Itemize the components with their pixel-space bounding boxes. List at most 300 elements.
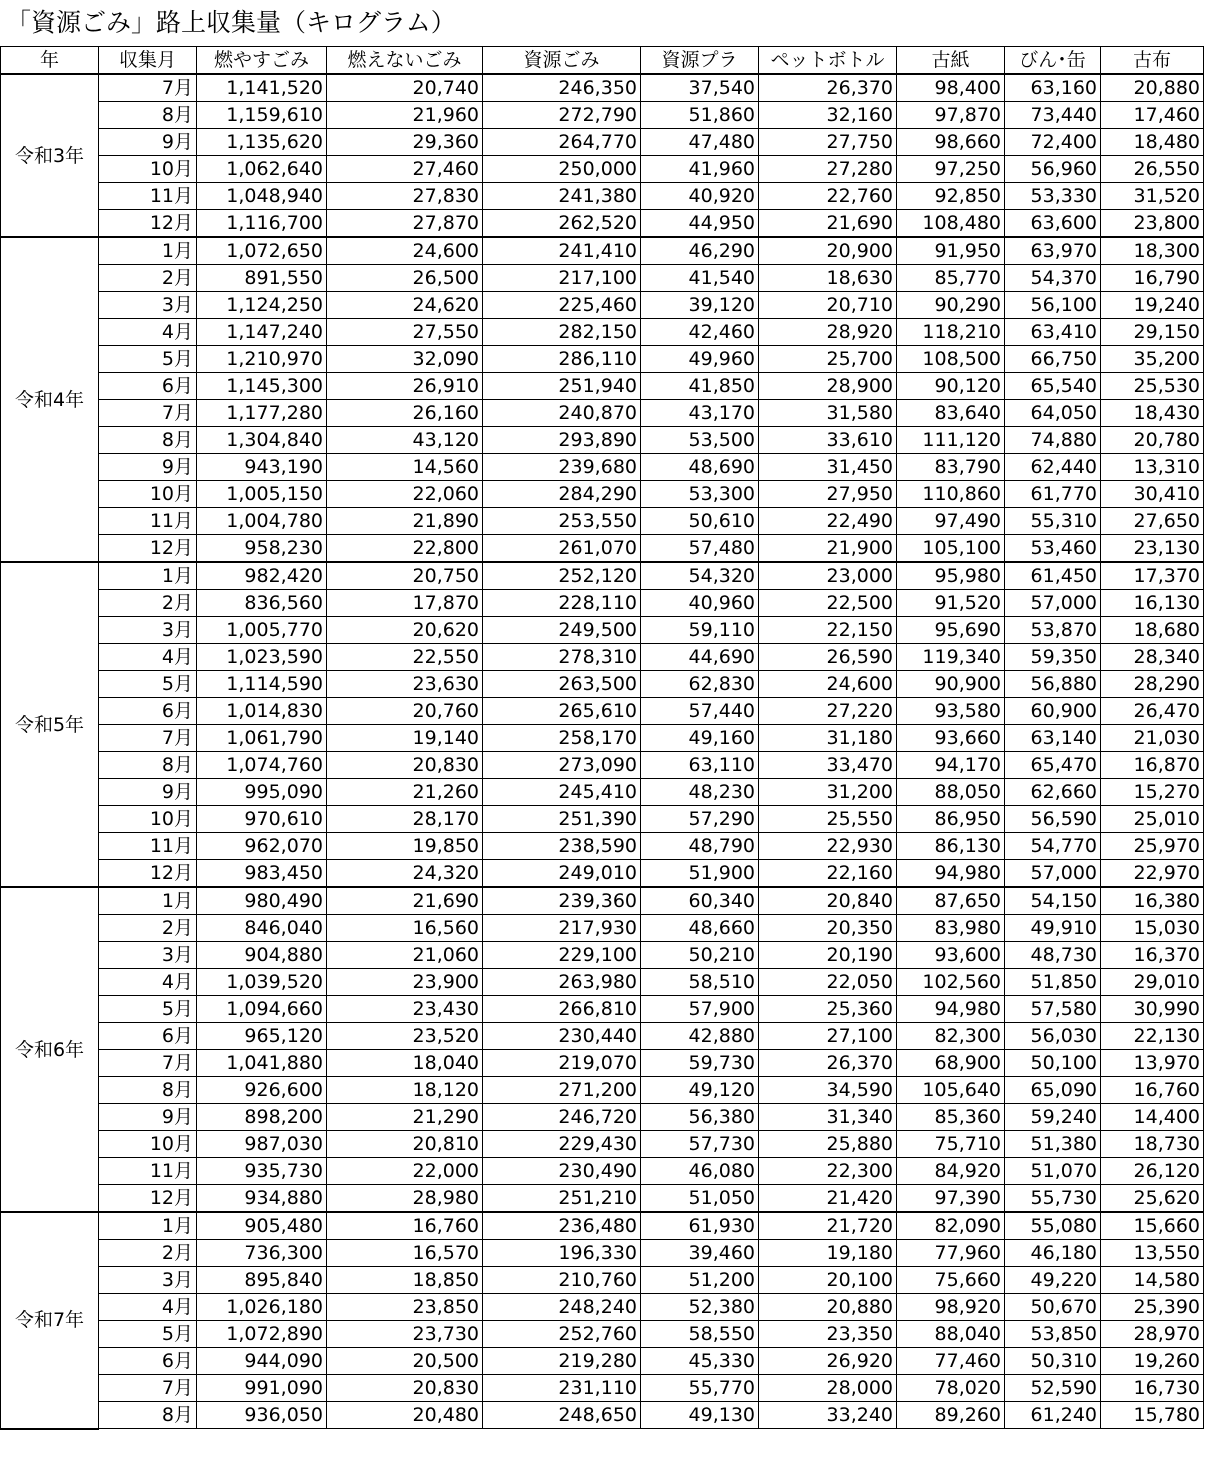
table-row — [1, 562, 1204, 590]
value-cell: 20,620 — [327, 617, 483, 644]
value-cell: 72,400 — [1005, 129, 1101, 156]
header-paper: 古紙 — [897, 47, 1005, 75]
table-row — [1, 969, 1204, 996]
value-cell: 26,920 — [759, 1348, 897, 1375]
value-cell: 19,850 — [327, 833, 483, 860]
value-cell: 52,380 — [641, 1294, 759, 1321]
table-row — [1, 996, 1204, 1023]
value-cell: 261,070 — [483, 535, 641, 563]
month-cell: 3月 — [99, 942, 197, 969]
value-cell: 1,041,880 — [197, 1050, 327, 1077]
value-cell: 28,970 — [1101, 1321, 1204, 1348]
month-cell: 12月 — [99, 1185, 197, 1213]
value-cell: 1,014,830 — [197, 698, 327, 725]
value-cell: 48,690 — [641, 454, 759, 481]
value-cell: 85,770 — [897, 265, 1005, 292]
value-cell: 1,135,620 — [197, 129, 327, 156]
value-cell: 63,110 — [641, 752, 759, 779]
table-row — [1, 1023, 1204, 1050]
value-cell: 19,260 — [1101, 1348, 1204, 1375]
value-cell: 282,150 — [483, 319, 641, 346]
value-cell: 24,600 — [327, 237, 483, 265]
value-cell: 28,290 — [1101, 671, 1204, 698]
value-cell: 51,070 — [1005, 1158, 1101, 1185]
value-cell: 284,290 — [483, 481, 641, 508]
year-cell: 令和3年 — [1, 74, 99, 237]
value-cell: 935,730 — [197, 1158, 327, 1185]
value-cell: 24,600 — [759, 671, 897, 698]
value-cell: 23,630 — [327, 671, 483, 698]
value-cell: 16,370 — [1101, 942, 1204, 969]
value-cell: 43,170 — [641, 400, 759, 427]
month-cell: 1月 — [99, 1212, 197, 1240]
value-cell: 46,080 — [641, 1158, 759, 1185]
value-cell: 936,050 — [197, 1402, 327, 1429]
value-cell: 82,300 — [897, 1023, 1005, 1050]
value-cell: 88,050 — [897, 779, 1005, 806]
table-row — [1, 373, 1204, 400]
value-cell: 20,740 — [327, 74, 483, 102]
table-row — [1, 535, 1204, 563]
month-cell: 12月 — [99, 210, 197, 238]
value-cell: 74,880 — [1005, 427, 1101, 454]
value-cell: 59,730 — [641, 1050, 759, 1077]
month-cell: 3月 — [99, 1267, 197, 1294]
value-cell: 934,880 — [197, 1185, 327, 1213]
value-cell: 90,900 — [897, 671, 1005, 698]
value-cell: 110,860 — [897, 481, 1005, 508]
value-cell: 97,390 — [897, 1185, 1005, 1213]
month-cell: 8月 — [99, 102, 197, 129]
value-cell: 1,145,300 — [197, 373, 327, 400]
value-cell: 28,980 — [327, 1185, 483, 1213]
value-cell: 53,300 — [641, 481, 759, 508]
value-cell: 1,062,640 — [197, 156, 327, 183]
value-cell: 15,030 — [1101, 915, 1204, 942]
value-cell: 26,120 — [1101, 1158, 1204, 1185]
value-cell: 27,870 — [327, 210, 483, 238]
table-row — [1, 725, 1204, 752]
month-cell: 7月 — [99, 400, 197, 427]
value-cell: 47,480 — [641, 129, 759, 156]
value-cell: 249,010 — [483, 860, 641, 888]
value-cell: 51,200 — [641, 1267, 759, 1294]
value-cell: 20,840 — [759, 887, 897, 915]
value-cell: 262,520 — [483, 210, 641, 238]
value-cell: 105,640 — [897, 1077, 1005, 1104]
value-cell: 49,220 — [1005, 1267, 1101, 1294]
value-cell: 1,124,250 — [197, 292, 327, 319]
value-cell: 93,580 — [897, 698, 1005, 725]
value-cell: 63,410 — [1005, 319, 1101, 346]
value-cell: 1,141,520 — [197, 74, 327, 102]
month-cell: 7月 — [99, 74, 197, 102]
value-cell: 16,760 — [327, 1212, 483, 1240]
table-row — [1, 1321, 1204, 1348]
value-cell: 48,660 — [641, 915, 759, 942]
value-cell: 22,300 — [759, 1158, 897, 1185]
value-cell: 904,880 — [197, 942, 327, 969]
value-cell: 42,460 — [641, 319, 759, 346]
value-cell: 83,980 — [897, 915, 1005, 942]
value-cell: 905,480 — [197, 1212, 327, 1240]
value-cell: 293,890 — [483, 427, 641, 454]
value-cell: 17,460 — [1101, 102, 1204, 129]
value-cell: 217,100 — [483, 265, 641, 292]
month-cell: 4月 — [99, 319, 197, 346]
table-row — [1, 1294, 1204, 1321]
value-cell: 53,460 — [1005, 535, 1101, 563]
value-cell: 32,090 — [327, 346, 483, 373]
value-cell: 22,050 — [759, 969, 897, 996]
value-cell: 97,870 — [897, 102, 1005, 129]
value-cell: 18,850 — [327, 1267, 483, 1294]
value-cell: 55,080 — [1005, 1212, 1101, 1240]
value-cell: 22,500 — [759, 590, 897, 617]
month-cell: 2月 — [99, 265, 197, 292]
value-cell: 64,050 — [1005, 400, 1101, 427]
value-cell: 88,040 — [897, 1321, 1005, 1348]
value-cell: 21,260 — [327, 779, 483, 806]
value-cell: 26,160 — [327, 400, 483, 427]
value-cell: 92,850 — [897, 183, 1005, 210]
value-cell: 94,980 — [897, 996, 1005, 1023]
value-cell: 24,320 — [327, 860, 483, 888]
value-cell: 27,650 — [1101, 508, 1204, 535]
value-cell: 16,870 — [1101, 752, 1204, 779]
value-cell: 16,560 — [327, 915, 483, 942]
month-cell: 3月 — [99, 617, 197, 644]
value-cell: 25,530 — [1101, 373, 1204, 400]
table-row — [1, 1348, 1204, 1375]
value-cell: 33,240 — [759, 1402, 897, 1429]
value-cell: 51,850 — [1005, 969, 1101, 996]
value-cell: 31,180 — [759, 725, 897, 752]
value-cell: 57,900 — [641, 996, 759, 1023]
value-cell: 15,780 — [1101, 1402, 1204, 1429]
table-row — [1, 265, 1204, 292]
value-cell: 21,900 — [759, 535, 897, 563]
month-cell: 4月 — [99, 644, 197, 671]
month-cell: 6月 — [99, 1023, 197, 1050]
value-cell: 53,330 — [1005, 183, 1101, 210]
value-cell: 29,150 — [1101, 319, 1204, 346]
value-cell: 21,030 — [1101, 725, 1204, 752]
value-cell: 50,210 — [641, 942, 759, 969]
month-cell: 1月 — [99, 237, 197, 265]
value-cell: 27,750 — [759, 129, 897, 156]
value-cell: 46,290 — [641, 237, 759, 265]
value-cell: 982,420 — [197, 562, 327, 590]
value-cell: 91,520 — [897, 590, 1005, 617]
value-cell: 251,390 — [483, 806, 641, 833]
table-row — [1, 806, 1204, 833]
value-cell: 58,510 — [641, 969, 759, 996]
table-row — [1, 292, 1204, 319]
value-cell: 53,500 — [641, 427, 759, 454]
value-cell: 225,460 — [483, 292, 641, 319]
value-cell: 25,550 — [759, 806, 897, 833]
value-cell: 1,005,770 — [197, 617, 327, 644]
value-cell: 19,240 — [1101, 292, 1204, 319]
value-cell: 23,900 — [327, 969, 483, 996]
month-cell: 8月 — [99, 752, 197, 779]
value-cell: 28,340 — [1101, 644, 1204, 671]
value-cell: 14,580 — [1101, 1267, 1204, 1294]
value-cell: 45,330 — [641, 1348, 759, 1375]
value-cell: 20,880 — [759, 1294, 897, 1321]
table-row — [1, 887, 1204, 915]
value-cell: 228,110 — [483, 590, 641, 617]
month-cell: 9月 — [99, 1104, 197, 1131]
month-cell: 9月 — [99, 454, 197, 481]
table-body — [1, 74, 1204, 1429]
value-cell: 983,450 — [197, 860, 327, 888]
value-cell: 59,350 — [1005, 644, 1101, 671]
value-cell: 20,100 — [759, 1267, 897, 1294]
value-cell: 1,210,970 — [197, 346, 327, 373]
header-nonburnable: 燃えないごみ — [327, 47, 483, 75]
value-cell: 97,490 — [897, 508, 1005, 535]
value-cell: 78,020 — [897, 1375, 1005, 1402]
value-cell: 46,180 — [1005, 1240, 1101, 1267]
table-row — [1, 1375, 1204, 1402]
value-cell: 251,210 — [483, 1185, 641, 1213]
value-cell: 217,930 — [483, 915, 641, 942]
table-row — [1, 319, 1204, 346]
table-row — [1, 698, 1204, 725]
month-cell: 4月 — [99, 969, 197, 996]
page-title: 「資源ごみ」路上収集量（キログラム） — [6, 8, 456, 37]
value-cell: 23,850 — [327, 1294, 483, 1321]
value-cell: 63,160 — [1005, 74, 1101, 102]
table-row — [1, 1402, 1204, 1429]
value-cell: 266,810 — [483, 996, 641, 1023]
table-row — [1, 644, 1204, 671]
value-cell: 31,580 — [759, 400, 897, 427]
value-cell: 53,870 — [1005, 617, 1101, 644]
table-row — [1, 454, 1204, 481]
value-cell: 14,400 — [1101, 1104, 1204, 1131]
value-cell: 54,370 — [1005, 265, 1101, 292]
value-cell: 51,050 — [641, 1185, 759, 1213]
value-cell: 14,560 — [327, 454, 483, 481]
value-cell: 49,910 — [1005, 915, 1101, 942]
month-cell: 3月 — [99, 292, 197, 319]
value-cell: 51,900 — [641, 860, 759, 888]
value-cell: 87,650 — [897, 887, 1005, 915]
value-cell: 56,590 — [1005, 806, 1101, 833]
month-cell: 10月 — [99, 806, 197, 833]
value-cell: 23,430 — [327, 996, 483, 1023]
value-cell: 62,440 — [1005, 454, 1101, 481]
value-cell: 23,520 — [327, 1023, 483, 1050]
value-cell: 93,600 — [897, 942, 1005, 969]
value-cell: 898,200 — [197, 1104, 327, 1131]
value-cell: 18,630 — [759, 265, 897, 292]
value-cell: 50,310 — [1005, 1348, 1101, 1375]
value-cell: 50,610 — [641, 508, 759, 535]
month-cell: 8月 — [99, 427, 197, 454]
value-cell: 77,460 — [897, 1348, 1005, 1375]
value-cell: 57,480 — [641, 535, 759, 563]
header-resources: 資源ごみ — [483, 47, 641, 75]
value-cell: 63,600 — [1005, 210, 1101, 238]
value-cell: 27,950 — [759, 481, 897, 508]
value-cell: 272,790 — [483, 102, 641, 129]
value-cell: 846,040 — [197, 915, 327, 942]
value-cell: 18,120 — [327, 1077, 483, 1104]
value-cell: 35,200 — [1101, 346, 1204, 373]
value-cell: 19,180 — [759, 1240, 897, 1267]
value-cell: 28,920 — [759, 319, 897, 346]
value-cell: 240,870 — [483, 400, 641, 427]
collection-table — [0, 46, 1204, 1430]
value-cell: 22,550 — [327, 644, 483, 671]
value-cell: 16,760 — [1101, 1077, 1204, 1104]
value-cell: 108,480 — [897, 210, 1005, 238]
value-cell: 20,900 — [759, 237, 897, 265]
value-cell: 23,800 — [1101, 210, 1204, 238]
value-cell: 1,005,150 — [197, 481, 327, 508]
value-cell: 48,730 — [1005, 942, 1101, 969]
value-cell: 59,110 — [641, 617, 759, 644]
value-cell: 49,120 — [641, 1077, 759, 1104]
value-cell: 44,950 — [641, 210, 759, 238]
value-cell: 22,000 — [327, 1158, 483, 1185]
value-cell: 65,540 — [1005, 373, 1101, 400]
month-cell: 11月 — [99, 833, 197, 860]
table-row — [1, 1185, 1204, 1213]
value-cell: 33,610 — [759, 427, 897, 454]
month-cell: 2月 — [99, 915, 197, 942]
value-cell: 18,300 — [1101, 237, 1204, 265]
value-cell: 58,550 — [641, 1321, 759, 1348]
value-cell: 56,960 — [1005, 156, 1101, 183]
value-cell: 26,500 — [327, 265, 483, 292]
value-cell: 41,960 — [641, 156, 759, 183]
value-cell: 31,520 — [1101, 183, 1204, 210]
value-cell: 57,000 — [1005, 590, 1101, 617]
value-cell: 249,500 — [483, 617, 641, 644]
month-cell: 5月 — [99, 346, 197, 373]
value-cell: 944,090 — [197, 1348, 327, 1375]
table-row — [1, 1212, 1204, 1240]
value-cell: 21,420 — [759, 1185, 897, 1213]
value-cell: 210,760 — [483, 1267, 641, 1294]
value-cell: 94,980 — [897, 860, 1005, 888]
table-row — [1, 156, 1204, 183]
value-cell: 18,040 — [327, 1050, 483, 1077]
value-cell: 39,120 — [641, 292, 759, 319]
header-burnable: 燃やすごみ — [197, 47, 327, 75]
value-cell: 16,570 — [327, 1240, 483, 1267]
value-cell: 56,030 — [1005, 1023, 1101, 1050]
value-cell: 1,177,280 — [197, 400, 327, 427]
value-cell: 49,130 — [641, 1402, 759, 1429]
value-cell: 265,610 — [483, 698, 641, 725]
value-cell: 21,720 — [759, 1212, 897, 1240]
month-cell: 7月 — [99, 1375, 197, 1402]
value-cell: 246,720 — [483, 1104, 641, 1131]
value-cell: 54,150 — [1005, 887, 1101, 915]
value-cell: 1,074,760 — [197, 752, 327, 779]
month-cell: 10月 — [99, 481, 197, 508]
value-cell: 1,072,650 — [197, 237, 327, 265]
value-cell: 1,304,840 — [197, 427, 327, 454]
value-cell: 258,170 — [483, 725, 641, 752]
table-row — [1, 74, 1204, 102]
value-cell: 28,900 — [759, 373, 897, 400]
value-cell: 995,090 — [197, 779, 327, 806]
value-cell: 25,880 — [759, 1131, 897, 1158]
value-cell: 40,960 — [641, 590, 759, 617]
value-cell: 286,110 — [483, 346, 641, 373]
table-row — [1, 210, 1204, 238]
value-cell: 16,790 — [1101, 265, 1204, 292]
value-cell: 90,120 — [897, 373, 1005, 400]
table-row — [1, 1050, 1204, 1077]
value-cell: 25,620 — [1101, 1185, 1204, 1213]
value-cell: 30,990 — [1101, 996, 1204, 1023]
value-cell: 41,540 — [641, 265, 759, 292]
month-cell: 11月 — [99, 183, 197, 210]
value-cell: 22,130 — [1101, 1023, 1204, 1050]
table-row — [1, 915, 1204, 942]
value-cell: 22,160 — [759, 860, 897, 888]
value-cell: 25,390 — [1101, 1294, 1204, 1321]
value-cell: 61,770 — [1005, 481, 1101, 508]
value-cell: 16,130 — [1101, 590, 1204, 617]
value-cell: 89,260 — [897, 1402, 1005, 1429]
value-cell: 17,870 — [327, 590, 483, 617]
value-cell: 231,110 — [483, 1375, 641, 1402]
value-cell: 1,159,610 — [197, 102, 327, 129]
value-cell: 30,410 — [1101, 481, 1204, 508]
value-cell: 23,000 — [759, 562, 897, 590]
table-row — [1, 1158, 1204, 1185]
table-row — [1, 481, 1204, 508]
value-cell: 98,400 — [897, 74, 1005, 102]
value-cell: 48,790 — [641, 833, 759, 860]
table-row — [1, 1131, 1204, 1158]
value-cell: 42,880 — [641, 1023, 759, 1050]
value-cell: 1,114,590 — [197, 671, 327, 698]
header-row — [1, 47, 1204, 75]
value-cell: 57,730 — [641, 1131, 759, 1158]
value-cell: 56,100 — [1005, 292, 1101, 319]
table-row — [1, 860, 1204, 888]
value-cell: 43,120 — [327, 427, 483, 454]
value-cell: 1,039,520 — [197, 969, 327, 996]
value-cell: 22,800 — [327, 535, 483, 563]
value-cell: 1,094,660 — [197, 996, 327, 1023]
value-cell: 31,200 — [759, 779, 897, 806]
value-cell: 61,930 — [641, 1212, 759, 1240]
value-cell: 236,480 — [483, 1212, 641, 1240]
year-cell: 令和4年 — [1, 237, 99, 562]
value-cell: 55,310 — [1005, 508, 1101, 535]
table-row — [1, 942, 1204, 969]
value-cell: 65,090 — [1005, 1077, 1101, 1104]
value-cell: 20,710 — [759, 292, 897, 319]
value-cell: 241,380 — [483, 183, 641, 210]
value-cell: 75,660 — [897, 1267, 1005, 1294]
value-cell: 18,680 — [1101, 617, 1204, 644]
month-cell: 1月 — [99, 562, 197, 590]
value-cell: 22,060 — [327, 481, 483, 508]
value-cell: 44,690 — [641, 644, 759, 671]
